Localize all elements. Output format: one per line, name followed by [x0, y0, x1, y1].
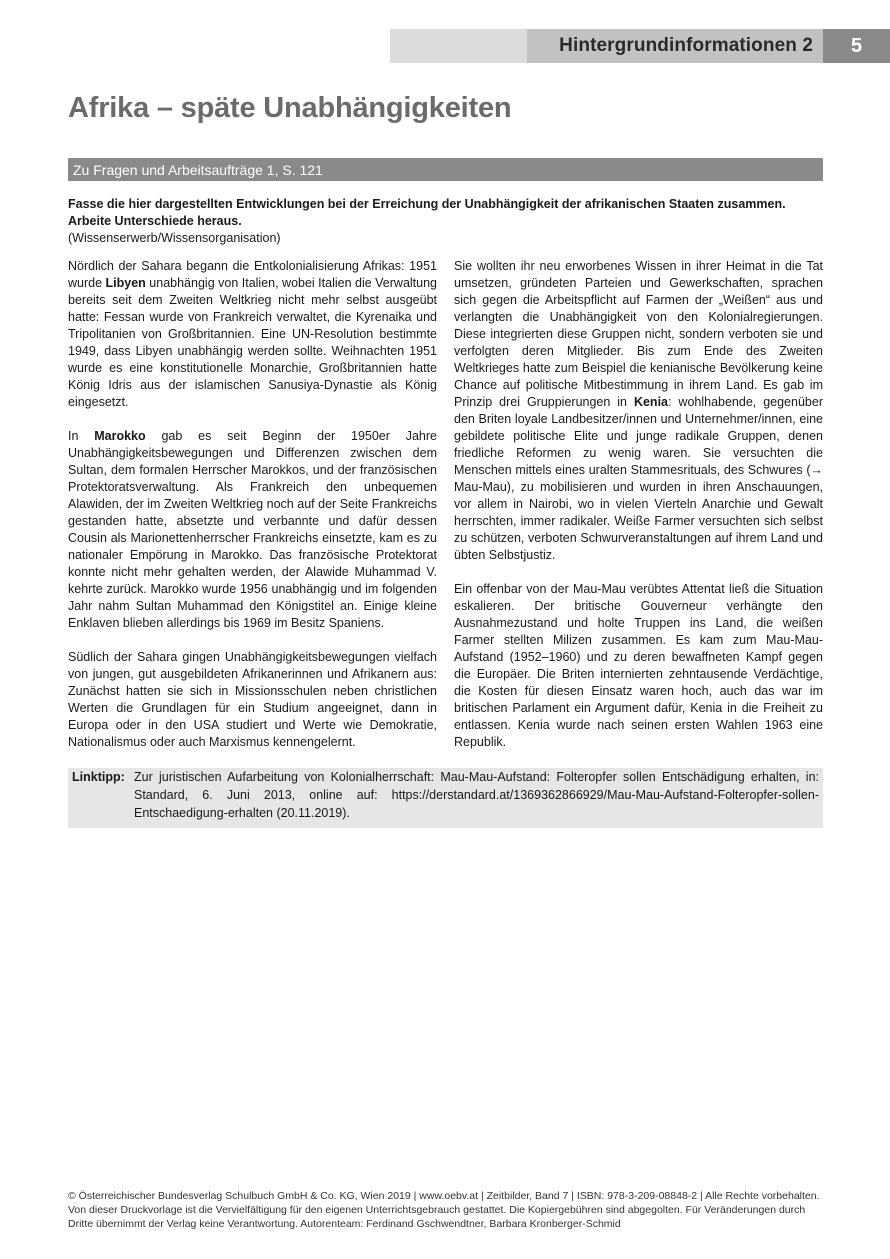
text-segment: Nördlich der Sahara begann die Entkolonialisierung Afrikas: 1951 wurde	[68, 259, 437, 290]
keyword-marokko: Marokko	[94, 429, 146, 443]
left-column	[68, 258, 437, 768]
text-segment: In	[68, 429, 95, 443]
linktipp-box	[68, 768, 823, 828]
task-line-1: Fasse die hier dargestellten Entwicklungen bei der Erreichung der Unabhängigkeit der afrikanischen Staaten zusammen.	[68, 197, 786, 211]
text-segment: gab es seit Beginn der 1950er Jahre Unabhängigkeitsbewegungen und Differenzen zwischen dem Sultan, dem formalen Herrscher Marokkos, und der französischen Protektoratsverwaltung. Als Frankreich den unbequemen Alawiden, der im Zweiten Weltkrieg noch auf der Seite Frankreichs gestanden hatte, absetzte und verbannte und dafür dessen Cousin als Marionettenherrscher Frankreichs einsetzte, kam es zu nationaler Empörung in Marokko. Das französische Protektorat konnte nicht mehr gehalten werden, der Alawide Muhammad V. kehrte zurück. Marokko wurde 1956 unabhängig und im folgenden Jahr nahm Sultan Muhammad den Königstitel an. Einige kleine Enklaven blieben allerdings bis 1969 im Besitz Spaniens.	[68, 429, 437, 630]
task-instructions	[68, 196, 823, 247]
paragraph-attentat: Ein offenbar von der Mau-Mau verübtes Attentat ließ die Situation eskalieren. Der britische Gouverneur verhängte den Ausnahmezustand und holte Truppen ins Land, die weißen Farmer stellten Milizen zusammen. Es kam zum Mau-Mau-Aufstand (1952–1960) und zu deren bewaffneten Kampf gegen die Europäer. Die Briten internierten zehntausende Verdächtige, die Kosten für diesen Einsatz waren hoch, auch das war im britischen Parlament ein Argument dafür, Kenia in die Freiheit zu entlassen. Kenia wurde nach seinen ersten Wahlen 1963 eine Republik.	[454, 582, 823, 749]
text-segment: Sie wollten ihr neu erworbenes Wissen in ihrer Heimat in die Tat umsetzen, gründeten Parteien und Gewerkschaften, sprachen sich gegen die Arbeitspflicht auf Farmen der „Weißen“ aus und verlangten die Unabhängigkeit von den Kolonialregierungen. Diese integrierten diese Gruppen nicht, sondern verboten sie und verfolgten deren Mitglieder. Bis zum Ende des Zweiten Weltkrieges hatte zum Beispiel die kenianische Bevölkerung keine Chance auf politische Mitbestimmung in ihrem Land. Es gab im Prinzip drei Gruppierungen in	[454, 259, 823, 409]
right-column	[454, 258, 823, 768]
header-section-text: Hintergrundinformationen 2	[559, 35, 813, 56]
keyword-kenia: Kenia	[633, 395, 668, 409]
section-bar	[68, 158, 823, 181]
footer-copyright: © Österreichischer Bundesverlag Schulbuch GmbH & Co. KG, Wien 2019 | www.oebv.at | Zeitbilder, Band 7 | ISBN: 978-3-209-08848-2 | Alle Rechte vorbehalten. Von dieser Druckvorlage ist die Vervielfältigung für den eigenen Unterrichtsgebrauch gestattet. Die Kopiergebühren sind abgegolten. Für Veränderungen durch Dritte übernimmt der Verlag keine Verantwortung. Autorenteam: Ferdinand Gschwendtner, Barbara Kronberger-Schmid	[68, 1190, 820, 1230]
paragraph-libyen	[68, 258, 437, 411]
text-segment: unabhängig von Italien, wobei Italien die Verwaltung bereits seit dem Zweiten Weltkrieg nicht mehr selbst ausgeübt hatte: Fessan wurde von Frankreich verwaltet, die Kyrenaika und Tripolitanien von Großbritannien. Eine UN-Resolution bestimmte 1949, dass Libyen unabhängig werden sollte. Weihnachten 1951 wurde es eine konstitutionelle Monarchie, Großbritannien hatte König Idris aus der islamischen Sanusiya-Dynastie als König eingesetzt.	[68, 276, 438, 409]
paragraph-marokko	[68, 428, 437, 632]
linktipp-text[interactable]: Zur juristischen Aufarbeitung von Kolonialherrschaft: Mau-Mau-Aufstand: Folteropfer sollen Entschädigung erhalten, in: Standard, 6. Juni 2013, online auf: https://derstandard.at/1369362866929/Mau-Mau-Aufstand-Folteropfer-sollen-Entschaedigung-erhalten (20.11.2019).	[134, 770, 819, 820]
header-bar-left	[390, 29, 527, 63]
page-number-box	[823, 29, 890, 63]
paragraph-suedlich: Südlich der Sahara gingen Unabhängigkeitsbewegungen vielfach von jungen, gut ausgebildeten Afrikanerinnen und Afrikanern aus: Zunächst hatten sie sich in Missionsschulen neben christlichen Werten die Grundlagen für ein Studium angeeignet, dann in Europa oder in den USA studiert und Werte wie Demokratie, Nationalismus oder auch Marxismus kennengelernt.	[68, 650, 437, 749]
linktipp-label: Linktipp:	[72, 770, 125, 784]
header-section-label	[527, 29, 823, 63]
keyword-libyen: Libyen	[105, 276, 146, 290]
task-note: (Wissenserwerb/Wissensorganisation)	[68, 231, 281, 245]
section-bar-text: Zu Fragen und Arbeitsaufträge 1, S. 121	[73, 161, 323, 178]
text-segment: : wohlhabende, gegenüber den Briten loyale Landbesitzer/innen und Unternehmer/innen, eine gebildete politische Elite und junge radikale Gruppen, denen friedliche Reformen zu wenig waren. Sie versuchten die Menschen mittels eines uralten Stammesrituals, des Schwures (→ Mau-Mau), zu mobilisieren und wurden in ihren Anschauungen, vor allem in Nairobi, wo in vielen Vierteln Anarchie und Gewalt herrschten, immer radikaler. Weiße Farmer versuchten sich selbst zu schützen, verboten Schwurveranstaltungen auf ihrem Land und übten Selbstjustiz.	[454, 395, 823, 562]
paragraph-kenia	[454, 258, 823, 564]
task-line-2: Arbeite Unterschiede heraus.	[68, 214, 242, 228]
page-title: Afrika – späte Unabhängigkeiten	[68, 92, 512, 124]
page-number: 5	[850, 34, 863, 57]
